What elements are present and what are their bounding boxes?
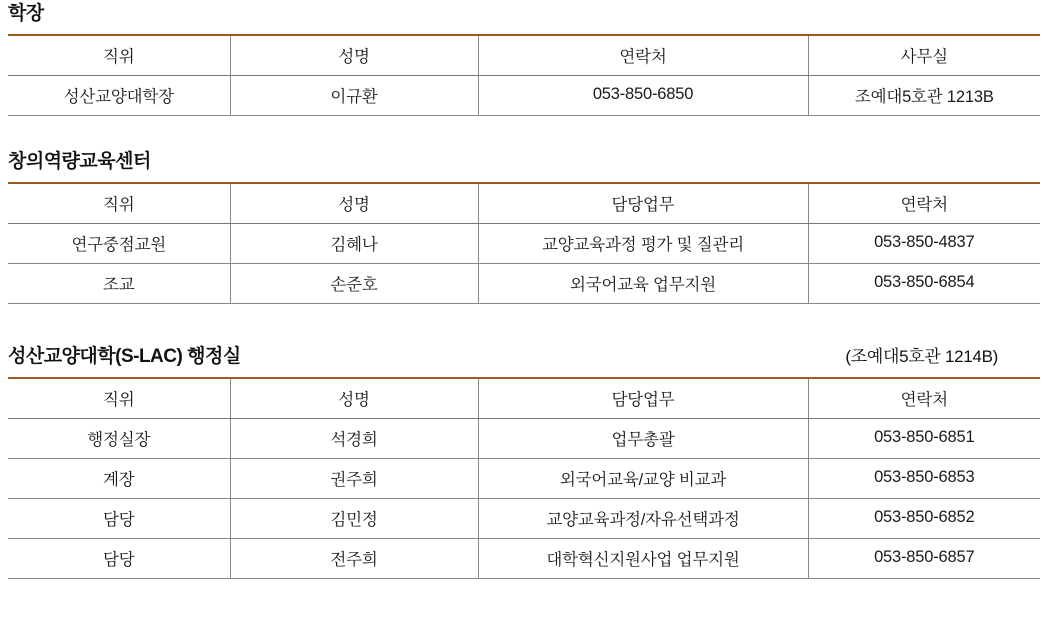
section-title: 성산교양대학(S-LAC) 행정실: [8, 345, 241, 367]
table-header-row: [8, 35, 1040, 76]
cell-name: 이규환: [230, 75, 478, 115]
section-header: [8, 152, 1040, 173]
directory-page: [0, 4, 1048, 579]
table-header-row: [8, 378, 1040, 419]
cell-name: 권주희: [230, 458, 478, 498]
column-header: 성명: [230, 378, 478, 419]
cell-contact: 053-850-4837: [808, 223, 1040, 263]
section-title: 창의역량교육센터: [8, 150, 151, 172]
column-header: 연락처: [808, 378, 1040, 419]
cell-position: 성산교양대학장: [8, 75, 230, 115]
table-row: [8, 498, 1040, 538]
staff-table: [8, 377, 1040, 579]
cell-duty: 대학혁신지원사업 업무지원: [478, 538, 808, 578]
cell-position: 계장: [8, 458, 230, 498]
cell-contact: 053-850-6853: [808, 458, 1040, 498]
table-row: [8, 223, 1040, 263]
column-header: 담당업무: [478, 183, 808, 224]
cell-position: 연구중점교원: [8, 223, 230, 263]
cell-name: 김민정: [230, 498, 478, 538]
cell-duty: 교양교육과정/자유선택과정: [478, 498, 808, 538]
cell-duty: 교양교육과정 평가 및 질관리: [478, 223, 808, 263]
column-header: 직위: [8, 183, 230, 224]
cell-name: 석경희: [230, 418, 478, 458]
section-header: [8, 342, 1040, 368]
cell-duty: 업무총괄: [478, 418, 808, 458]
section-note: (조예대5호관 1214B): [845, 346, 998, 366]
section-creativity-center: [8, 152, 1040, 304]
section-header: [8, 4, 1040, 25]
column-header: 담당업무: [478, 378, 808, 419]
column-header: 연락처: [808, 183, 1040, 224]
cell-contact: 053-850-6851: [808, 418, 1040, 458]
cell-office: 조예대5호관 1213B: [808, 75, 1040, 115]
section-slac-admin-office: [8, 342, 1040, 579]
cell-position: 담당: [8, 538, 230, 578]
table-row: [8, 418, 1040, 458]
staff-table: [8, 34, 1040, 116]
cell-name: 김혜나: [230, 223, 478, 263]
column-header: 직위: [8, 35, 230, 76]
cell-position: 조교: [8, 263, 230, 303]
cell-contact: 053-850-6852: [808, 498, 1040, 538]
cell-contact: 053-850-6850: [478, 75, 808, 115]
column-header: 직위: [8, 378, 230, 419]
cell-contact: 053-850-6857: [808, 538, 1040, 578]
cell-position: 행정실장: [8, 418, 230, 458]
table-row: [8, 75, 1040, 115]
column-header: 사무실: [808, 35, 1040, 76]
cell-position: 담당: [8, 498, 230, 538]
cell-name: 전주희: [230, 538, 478, 578]
column-header: 성명: [230, 35, 478, 76]
section-title: 학장: [8, 3, 44, 24]
cell-contact: 053-850-6854: [808, 263, 1040, 303]
table-header-row: [8, 183, 1040, 224]
table-row: [8, 458, 1040, 498]
cell-duty: 외국어교육 업무지원: [478, 263, 808, 303]
column-header: 성명: [230, 183, 478, 224]
cell-name: 손준호: [230, 263, 478, 303]
cell-duty: 외국어교육/교양 비교과: [478, 458, 808, 498]
staff-table: [8, 182, 1040, 304]
column-header: 연락처: [478, 35, 808, 76]
table-row: [8, 263, 1040, 303]
section-dean: [8, 4, 1040, 116]
table-row: [8, 538, 1040, 578]
